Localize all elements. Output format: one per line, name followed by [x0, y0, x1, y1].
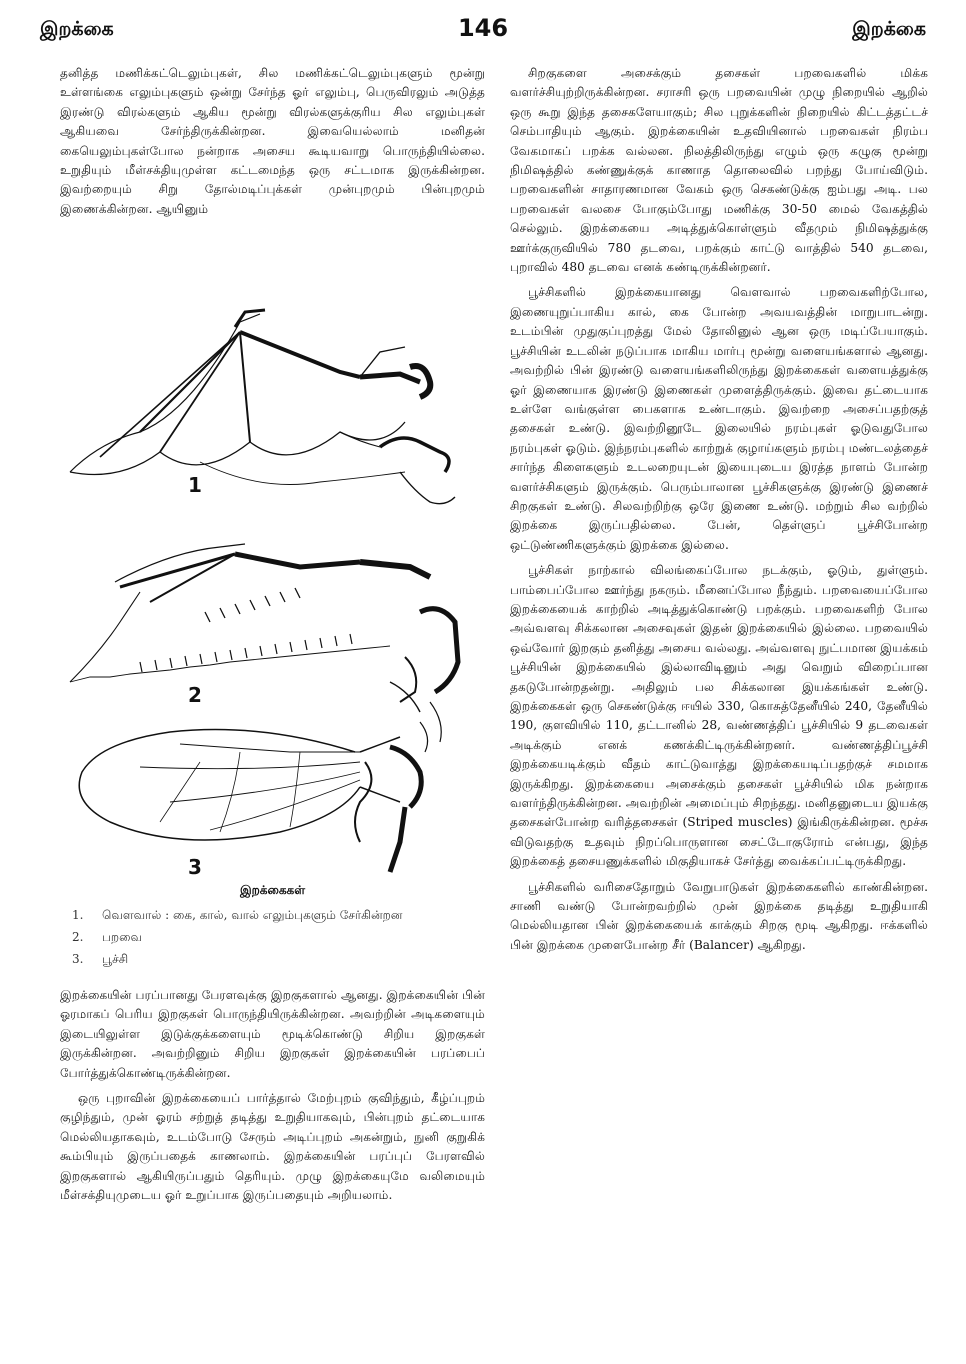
figure-label-3: 3: [188, 855, 202, 879]
paragraph: பூச்சிகளில் வரிசைதோறும் வேறுபாடுகள் இறக்கைகளில் காண்கின்றன. சாணி வண்டு போன்றவற்றில் முன் இறக்கை தடித்து உறுதியாகி மெல்லியதான பின் இறக்கையைக் காக்கும் சிறகு மூடி ஆகிறது. ஈக்களில் பின் இறக்கை முளைபோன்ற சீர் (Balancer) ஆகிறது.: [510, 879, 928, 952]
legend-item: [72, 904, 482, 926]
figure-label-2: 2: [188, 683, 202, 707]
legend-item: [72, 948, 482, 970]
paragraph: பூச்சிகளில் இறக்கையானது வௌவால் பறவைகளிற்போல, இணையுறுப்பாகிய கால், கை போன்ற அவயவத்தின் மாறுபாடன்று. உடம்பின் முதுகுப்புறத்து மேல் தோலினுல் ஆன ஒரு மடிப்பேயாகும். பூச்சியின் உடலின் நடுப்பாக மாகிய மார்பு மூன்று வளையங்களால் ஆனது. அவற்றில் பின் இரண்டு வளையங்களிலிருந்து இறக்கைகள் வளையத்துக்கு ஓர் இணையாக இரண்டு இணைகள் முளைத்திருக்கும். இவை தட்டையாக உள்ளே வங்குள்ள பைகளாக உண்டாகும். இவற்றை அசைப்பதற்குத் தசைகள் உண்டு. இவற்றினூடே இலையில் நரம்புகள் ஓடுவதுபோல நரம்புகள் ஓடும். இந்நரம்புகளில் காற்றுக் குழாய்களும் நரம்பு மண்டலத்தைச் சார்ந்த கிளைகளும் உடலறையுடன் இயைபுடைய இரத்த நாளம் போன்ற வளர்ச்சிகளும் இருக்கும். பெரும்பாலான பூச்சிகளுக்கு இரண்டு இணைச் சிறகுகள் உண்டு. சிலவற்றிற்கு ஒரே இணை உண்டு. மற்றும் சில வற்றில் இறக்கை இருப்பதில்லை. பேன், தெள்ளுப் பூச்சிபோன்ற ஒட்டுண்ணிகளுக்கும் இறக்கை இல்லை.: [510, 285, 928, 552]
running-head-right: இறக்கை: [852, 18, 926, 40]
legend-text: வௌவால் : கை, கால், வால் எலும்புகளும் சேர்கின்றன: [102, 908, 403, 922]
right-column: [510, 64, 928, 961]
paragraph: ஒரு புறாவின் இறக்கையைப் பார்த்தால் மேற்புறம் குவிந்தும், கீழ்ப்புறம் குழிந்தும், முன் ஓரம் சற்றுத் தடித்து உறுதியாகவும், பின்புறம் தட்டையாக மெல்லியதாகவும், உடம்போடு சேரும் அடிப்புறம் அகன்றும், நுனி குறுகிக் கூம்பியும் இருப்பதைக் காணலாம். இறக்கையின் பரப்புப் பேரளவில் இறகுகளால் ஆகியிருப்பதும் தெரியும். முழு இறக்கையுமே வலிமையும் மீள்சக்தியுமுடைய ஓர் உறுப்பாக இருப்பதையும் அறியலாம்.: [60, 1091, 485, 1203]
legend-number: 1.: [72, 908, 84, 922]
paragraph: பூச்சிகள் நாற்கால் விலங்கைப்போல நடக்கும், ஓடும், துள்ளும். பாம்பைப்போல ஊர்ந்து நகரும். மீனைப்போல நீந்தும். பறவையைப்போல இறக்கையைக் காற்றில் அடித்துக்கொண்டு பறக்கும். பறவைகளிற் போல அவ்வளவு சிக்கலான அசைவுகள் இதன் இறக்கையில் இல்லை. பறவையில் ஒவ்வோர் இறகும் தனித்து அசைய வல்லது. அவ்வளவு நுட்பமான இயக்கம் பூச்சியின் இறக்கையில் இல்லாவிடினும் அது வெறும் விறைப்பான தகடுபோன்றதன்று. அதிலும் பல சிக்கலான இயக்கங்கள் உண்டு. இறக்கைகள் ஒரு செகண்டுக்கு ஈயில் 330, கொசுத்தேனீயில் 240, தேனீயில் 190, குளவியில் 110, தட்டானில் 28, வண்ணத்திப் பூச்சியில் 9 தடவைகள் அடிக்கும் எனக் கணக்கிட்டிருக்கின்றனர். வண்ணத்திப்பூச்சி இறக்கையடிக்கும் வீதம் காட்டுவாத்து இறக்கையடிப்பதற்குச் சமமாக இருக்கிறது. இறக்கையை அசைக்கும் தசைகள் பூச்சியில் மிக நன்றாக வளர்ந்திருக்கின்றன. அவற்றின் அமைப்பும் சிறந்தது. மனிதனுடைய இயக்கு தசைகள்போன்ற வரித்தசைகள் (Striped muscles) இங்கிருக்கின்றன. மூச்சு விடுவதற்கு உதவும் நிறப்பொருளான சைட்டோகுரோம் என்பது, இந்த இறக்கைத் தசையணுக்களில் மிகுதியாகச் சேர்த்து வைக்கப்பட்டிருக்கிறது.: [510, 563, 928, 869]
running-head-left: இறக்கை: [40, 18, 114, 40]
figure-label-1: 1: [188, 473, 202, 497]
paragraph: சிறகுகளை அசைக்கும் தசைகள் பறவைகளில் மிக்க வளர்ச்சியுற்றிருக்கின்றன. சராசரி ஒரு பறவையின் முழு நிறையில் ஆறில் ஒரு கூறு இந்த தசைகளேயாகும்; சில புறுக்களின் நிறையில் கிட்டத்தட்டச் செம்பாதியும் ஆகும். இறக்கையின் உதவியினால் பறவைகள் நிரம்ப வேகமாகப் பறக்க வல்லன. நிலத்திலிருந்து எழும் ஒரு கழுகு மூன்று நிமிஷத்தில் கண்ணுக்குக் காணாத தொலைவில் பறந்து போய்விடும். பறவைகளின் சாதாரணமான வேகம் ஒரு செகண்டுக்கு ஐம்பது அடி. பல பறவைகள் வலசை போகும்போது மணிக்கு 30-50 மைல் வேகத்தில் செல்லும். இறக்கையை அடித்துக்கொள்ளும் வீதமும் நிமிஷத்துக்கு ஊர்க்குருவியில் 780 தடவை, பறக்கும் காட்டு வாத்தில் 540 தடவை, புறாவில் 480 தடவை எனக் கண்டிருக்கின்றனர்.: [510, 66, 928, 275]
insect-wing-drawing: [79, 730, 421, 873]
paragraph: இறக்கையின் பரப்பானது பேரளவுக்கு இறகுகளால் ஆனது. இறக்கையின் பின் ஓரமாகப் பெரிய இறகுகள் பொருந்தியிருக்கின்றன. அவற்றின் அடிகளையும் இடையிலுள்ள இடுக்குக்களையும் மூடிக்கொண்டு சிறிய இறகுகள் இருக்கின்றன. அவற்றினும் சிறிய இறகுகள் இறக்கையின் பரப்பைப் போர்த்துக்கொண்டிருக்கின்றன.: [60, 988, 485, 1080]
legend-text: பூச்சி: [102, 952, 129, 966]
legend-number: 2.: [72, 930, 84, 944]
paragraph: தனித்த மணிக்கட்டெலும்புகள், சில மணிக்கட்டெலும்புகளும் மூன்று உள்ளங்கை எலும்புகளும் ஒன்று சேர்ந்த ஓர் எலும்பு, பெருவிரலும் அடுத்த இரண்டு விரல்களும் ஆகிய மூன்று விரல்களுக்குரிய சில எலும்புகள் ஆகியவை சேர்ந்திருக்கின்றன. இவையெல்லாம் மனிதன் கையெலும்புகள்போல நன்றாக அசைய கூடியவாறு பொருந்தியில்லை. உறுதியும் மீள்சக்தியுமுள்ள கட்டமைந்த ஒரு சட்டமாக இருக்கின்றன. இவற்றையும் சிறு தோல்மடிப்புக்கள் முன்புறமும் பின்புறமும் இணைக்கின்றன. ஆயினும்: [60, 66, 485, 216]
bat-wing-drawing: [70, 310, 455, 504]
left-column-bottom: [60, 986, 485, 1211]
page-number: 146: [457, 14, 509, 42]
figure-caption-title: இறக்கைகள்: [239, 883, 306, 897]
wings-figure: [60, 282, 485, 882]
left-column-top: [60, 64, 485, 225]
page-header: [40, 14, 926, 54]
legend-item: [72, 926, 482, 948]
legend-number: 3.: [72, 952, 84, 966]
legend-text: பறவை: [102, 930, 142, 944]
wings-illustration: [60, 282, 485, 882]
bird-wing-drawing: [70, 544, 458, 752]
figure-legend: [72, 904, 482, 970]
